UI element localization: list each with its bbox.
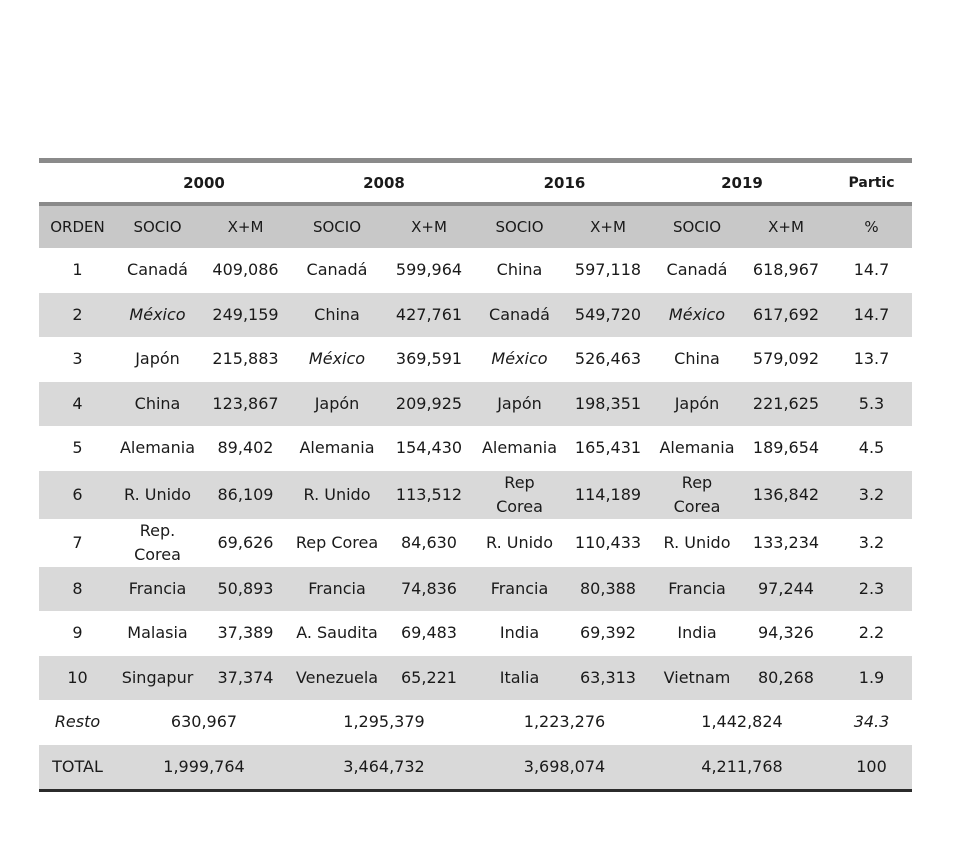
- table-row: [39, 426, 912, 471]
- table-row: [39, 519, 912, 567]
- table-row: [39, 293, 912, 338]
- table-row: [39, 382, 912, 427]
- value-cell: 221,625: [752, 393, 820, 413]
- partner-cell: China: [674, 349, 720, 369]
- table-row: [39, 471, 912, 519]
- total-label: TOTAL: [52, 756, 103, 776]
- value-cell: 189,654: [752, 438, 820, 458]
- rank-cell: 8: [72, 578, 83, 598]
- resto-value-2008: 1,295,379: [343, 712, 425, 732]
- partner-cell: R. Unido: [486, 532, 553, 552]
- value-cell: 69,392: [580, 623, 636, 643]
- value-cell: 154,430: [395, 438, 463, 458]
- column-header-socio: SOCIO: [312, 218, 362, 236]
- year-header-row: [39, 163, 912, 204]
- total-value-2000: 1,999,764: [163, 756, 245, 776]
- pct-cell: 14.7: [853, 304, 890, 324]
- partner-cell: México: [668, 304, 726, 324]
- partner-cell: Francia: [490, 578, 549, 598]
- partner-cell: Alemania: [481, 438, 557, 458]
- value-cell: 86,109: [217, 484, 274, 504]
- pct-cell: 3.2: [858, 484, 885, 504]
- partner-cell: Japón: [314, 393, 360, 413]
- rank-cell: 6: [72, 484, 83, 504]
- resto-pct: 34.3: [853, 712, 890, 732]
- resto-value-2016: 1,223,276: [523, 712, 606, 732]
- partner-cell: Francia: [128, 578, 187, 598]
- total-row: [39, 745, 912, 790]
- value-cell: 94,326: [758, 623, 814, 643]
- partner-cell: Canadá: [489, 304, 550, 324]
- resto-value-2019: 1,442,824: [701, 712, 783, 732]
- partner-cell: Rep. Corea: [134, 520, 181, 564]
- partner-cell: R. Unido: [303, 484, 371, 504]
- value-cell: 427,761: [395, 304, 463, 324]
- column-header-orden: ORDEN: [50, 218, 105, 236]
- partner-cell: India: [499, 623, 540, 643]
- value-cell: 50,893: [217, 578, 274, 598]
- column-header-xm: X+M: [227, 218, 264, 236]
- value-cell: 80,268: [758, 667, 814, 687]
- table-row: [39, 656, 912, 701]
- value-cell: 198,351: [574, 393, 642, 413]
- partner-cell: Italia: [499, 667, 540, 687]
- partner-cell: India: [677, 623, 717, 643]
- partner-cell: México: [129, 304, 186, 324]
- partic-header: Partic: [848, 174, 895, 191]
- rank-cell: 3: [72, 349, 83, 369]
- value-cell: 69,483: [401, 623, 457, 643]
- rank-cell: 7: [72, 532, 83, 552]
- partner-cell: Alemania: [299, 438, 375, 458]
- total-value-2016: 3,698,074: [523, 756, 606, 776]
- partner-cell: Venezuela: [295, 667, 379, 687]
- year-header-2008: 2008: [363, 173, 405, 192]
- resto-value-2000: 630,967: [170, 712, 238, 732]
- partner-cell: Rep Corea: [295, 532, 379, 552]
- value-cell: 37,374: [217, 667, 274, 687]
- value-cell: 597,118: [574, 260, 642, 280]
- partner-cell: Alemania: [119, 438, 195, 458]
- table-row: [39, 248, 912, 293]
- rank-cell: 4: [72, 393, 83, 413]
- column-header-socio: SOCIO: [133, 218, 182, 236]
- pct-cell: 1.9: [858, 667, 885, 687]
- rank-cell: 2: [72, 304, 83, 324]
- value-cell: 369,591: [395, 349, 463, 369]
- value-cell: 97,244: [758, 578, 814, 598]
- value-cell: 579,092: [752, 349, 820, 369]
- value-cell: 133,234: [752, 532, 820, 552]
- table-row: [39, 337, 912, 382]
- value-cell: 110,433: [574, 532, 642, 552]
- partner-cell: R. Unido: [663, 532, 731, 552]
- table-row: [39, 567, 912, 612]
- column-header-pct: %: [864, 218, 879, 236]
- partner-cell: Francia: [668, 578, 726, 598]
- column-header-xm: X+M: [590, 218, 626, 236]
- total-value-2008: 3,464,732: [343, 756, 425, 776]
- total-pct: 100: [856, 756, 887, 776]
- year-header-2000: 2000: [183, 173, 225, 192]
- column-header-xm: X+M: [768, 218, 804, 236]
- partner-cell: Alemania: [659, 438, 735, 458]
- value-cell: 65,221: [401, 667, 457, 687]
- rank-cell: 10: [67, 667, 88, 687]
- pct-cell: 2.3: [858, 578, 885, 598]
- partner-cell: Malasia: [127, 623, 188, 643]
- pct-cell: 4.5: [858, 438, 885, 458]
- value-cell: 80,388: [580, 578, 636, 598]
- resto-label: Resto: [54, 712, 101, 732]
- partner-cell: Japón: [674, 393, 720, 413]
- partner-cell: Canadá: [666, 260, 728, 280]
- partner-cell: A. Saudita: [296, 623, 378, 643]
- value-cell: 63,313: [580, 667, 636, 687]
- partner-cell: Rep Corea: [496, 472, 543, 516]
- rank-cell: 1: [72, 260, 83, 280]
- column-header-socio: SOCIO: [672, 218, 722, 236]
- bottom-rule: [39, 789, 912, 792]
- partner-cell: China: [496, 260, 543, 280]
- year-header-2016: 2016: [543, 173, 586, 192]
- resto-row: [39, 700, 912, 745]
- column-header-row: [39, 204, 912, 248]
- trade-partners-table: [39, 163, 912, 789]
- value-cell: 37,389: [217, 623, 274, 643]
- trade-partners-table-container: [39, 158, 912, 792]
- value-cell: 74,836: [401, 578, 457, 598]
- pct-cell: 3.2: [858, 532, 885, 552]
- pct-cell: 14.7: [853, 260, 890, 280]
- partner-cell: R. Unido: [124, 484, 191, 504]
- value-cell: 69,626: [217, 532, 274, 552]
- partner-cell: Singapur: [121, 667, 194, 687]
- value-cell: 526,463: [574, 349, 642, 369]
- pct-cell: 2.2: [858, 623, 885, 643]
- value-cell: 549,720: [574, 304, 642, 324]
- value-cell: 165,431: [574, 438, 642, 458]
- value-cell: 136,842: [752, 484, 820, 504]
- partner-cell: Canadá: [306, 260, 368, 280]
- value-cell: 113,512: [395, 484, 463, 504]
- partner-cell: Rep Corea: [673, 472, 721, 516]
- year-header-2019: 2019: [721, 173, 763, 192]
- value-cell: 249,159: [212, 304, 279, 324]
- partner-cell: Francia: [308, 578, 366, 598]
- partner-cell: México: [491, 349, 548, 369]
- partner-cell: Japón: [497, 393, 542, 413]
- column-header-socio: SOCIO: [495, 218, 544, 236]
- partner-cell: Vietnam: [663, 667, 731, 687]
- pct-cell: 5.3: [858, 393, 885, 413]
- column-header-xm: X+M: [411, 218, 447, 236]
- partner-cell: China: [134, 393, 181, 413]
- partner-cell: Canadá: [127, 260, 188, 280]
- partner-cell: México: [308, 349, 366, 369]
- value-cell: 599,964: [395, 260, 463, 280]
- rank-cell: 9: [72, 623, 83, 643]
- partner-cell: Japón: [135, 349, 180, 369]
- table-row: [39, 611, 912, 656]
- value-cell: 215,883: [212, 349, 279, 369]
- value-cell: 89,402: [217, 438, 274, 458]
- value-cell: 409,086: [212, 260, 279, 280]
- pct-cell: 13.7: [853, 349, 890, 369]
- value-cell: 617,692: [752, 304, 820, 324]
- value-cell: 618,967: [752, 260, 820, 280]
- partner-cell: China: [314, 304, 360, 324]
- total-value-2019: 4,211,768: [701, 756, 783, 776]
- value-cell: 84,630: [401, 532, 457, 552]
- value-cell: 114,189: [574, 484, 642, 504]
- rank-cell: 5: [72, 438, 83, 458]
- value-cell: 209,925: [395, 393, 463, 413]
- value-cell: 123,867: [212, 393, 279, 413]
